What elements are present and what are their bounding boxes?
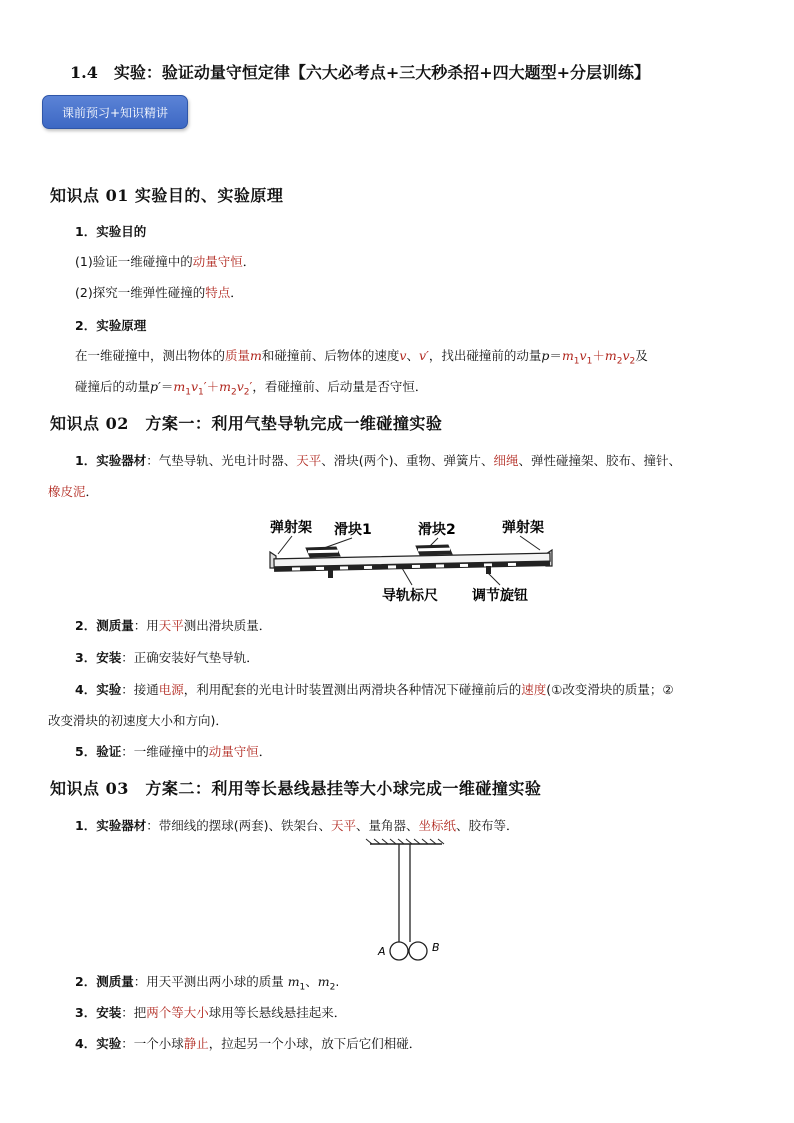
- k3-materials: 1．实验器材：带细线的摆球(两套)、铁架台、天平、量角器、坐标纸、胶布等．: [75, 818, 519, 833]
- k2-step-experiment: 4．实验：接通电源，利用配套的光电计时装置测出两滑块各种情况下碰撞前后的速度(①改变滑块的质量；②: [75, 682, 674, 697]
- k1-sub-purpose: 1．实验目的: [75, 224, 147, 239]
- air-track-diagram: [262, 510, 562, 610]
- k2-step-install: 3．安装：正确安装好气垫导轨．: [75, 650, 259, 665]
- ball-a-label: A: [378, 945, 386, 958]
- k2-step-mass: 2．测质量：用天平测出滑块质量．: [75, 618, 272, 633]
- k3-heading: 知识点 03 方案二：利用等长悬线悬挂等大小球完成一维碰撞实验: [50, 779, 542, 798]
- label-knob: 调节旋钮: [472, 588, 528, 604]
- k2-step-verify: 5．验证：一维碰撞中的动量守恒．: [75, 744, 272, 759]
- k3-step-experiment: 4．实验：一个小球静止，拉起另一个小球，放下后它们相碰．: [75, 1036, 422, 1051]
- page-title: 1.4 实验：验证动量守恒定律【六大必考点+三大秒杀招+四大题型+分层训练】: [70, 63, 651, 82]
- k2-heading: 知识点 02 方案一：利用气垫导轨完成一维碰撞实验: [50, 414, 443, 433]
- k1-purpose-2: (2)探究一维弹性碰撞的特点．: [75, 285, 243, 300]
- k1-sub-principle: 2．实验原理: [75, 318, 147, 333]
- ball-b-label: B: [432, 941, 440, 954]
- k2-materials-line1: 1．实验器材：气垫导轨、光电计时器、天平、滑块(两个)、重物、弹簧片、细绳、弹性碰撞架、胶布、撞针、: [75, 453, 682, 468]
- k2-step-experiment-cont: 改变滑块的初速度大小和方向)．: [48, 713, 228, 728]
- label-slider2: 滑块2: [418, 522, 456, 538]
- k1-principle-line2: 碰撞后的动量$p'=m_1v_1'+m_2v_2'$，看碰撞前、后动量是否守恒．: [75, 379, 428, 398]
- label-slider1: 滑块1: [334, 522, 372, 538]
- pendulum-diagram: [362, 838, 452, 966]
- k1-heading: 知识点 01 实验目的、实验原理: [50, 186, 284, 205]
- k1-purpose-1: (1)验证一维碰撞中的动量守恒．: [75, 254, 256, 269]
- k3-step-install: 3．安装：把两个等大小球用等长悬线悬挂起来．: [75, 1005, 347, 1020]
- section-badge[interactable]: 课前预习+知识精讲: [42, 95, 188, 129]
- k3-step-mass: 2．测质量：用天平测出两小球的质量 $m_1$、$m_2$.: [75, 974, 340, 993]
- k1-principle-line1: 在一维碰撞中，测出物体的质量m和碰撞前、后物体的速度v、v′，找出碰撞前的动量$p=m_1v_1+m_2v_2$及: [75, 348, 648, 367]
- k2-materials-line2: 橡皮泥．: [48, 484, 99, 499]
- label-right-bracket: 弹射架: [502, 520, 544, 536]
- label-left-bracket: 弹射架: [270, 520, 312, 536]
- label-ruler: 导轨标尺: [382, 588, 438, 604]
